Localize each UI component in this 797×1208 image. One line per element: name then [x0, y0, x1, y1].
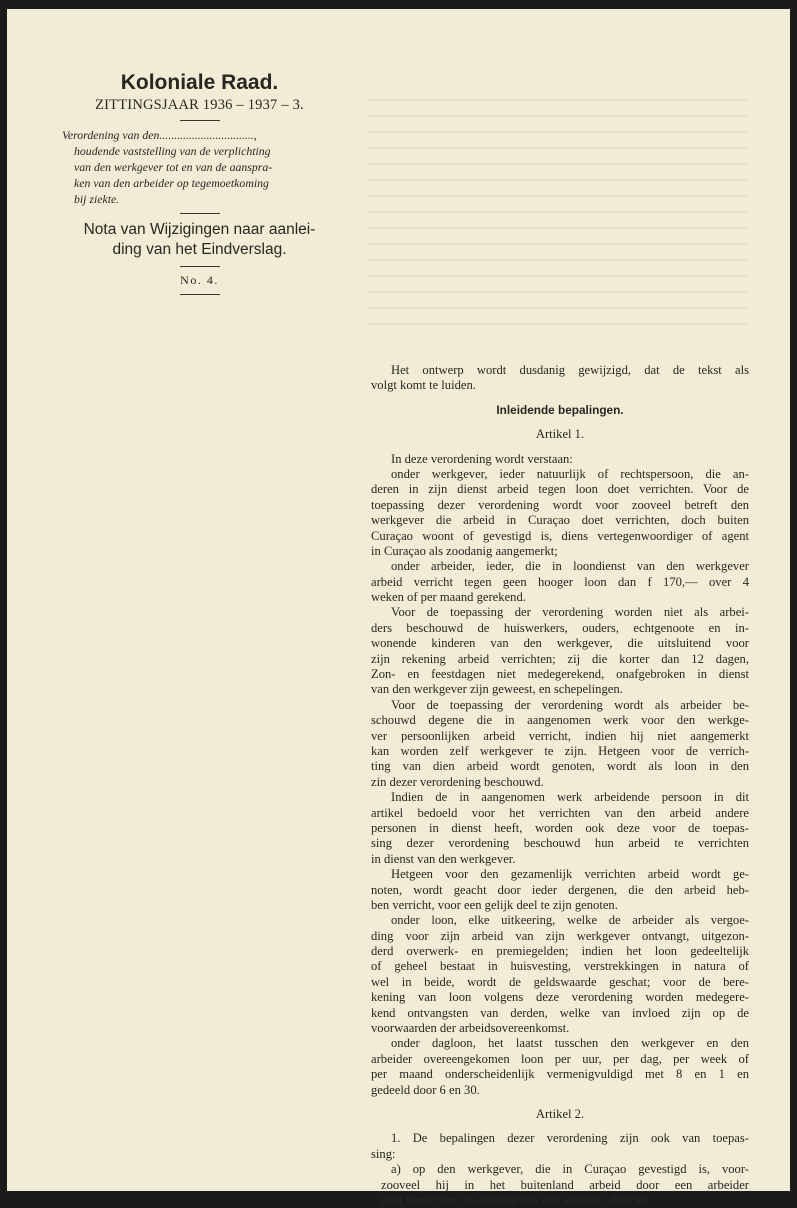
body-text [371, 363, 749, 1208]
text-line: Curaçao woont of gevestigd is, diens vertegenwoordiger of agent [371, 528, 749, 543]
intro-line: volgt komt te luiden. [371, 378, 476, 393]
text-line: of geheel bestaat in huisvesting, verstrekkingen in natura of [371, 959, 749, 974]
text-line: derd overwerk- en premiegelden; indien het loon gedeeltelijk [371, 944, 749, 959]
text-line: ben verricht, voor een gelijk deel te zijn genoten. [371, 897, 618, 912]
text-line: Indien de in aangenomen werk arbeidende persoon in dit [391, 790, 749, 805]
ordinance-description: Verordening van den................................, houdende vaststelling van de verplichting van den werkgever tot en van de aanspra- ken van den arbeider op tegemoetkoming bij ziekte. [62, 128, 273, 206]
text-line: doet verrichten ten aanzien van den arbeider, dien hij [381, 1192, 648, 1207]
text-line: Voor de toepassing der verordening wordt als arbeider be- [391, 697, 749, 712]
text-line: schouwd degene die in aangenomen werk voor den werkge- [371, 713, 749, 728]
text-line: onder loon, elke uitkeering, welke de arbeider als vergoe- [391, 913, 749, 928]
nota-heading: Nota van Wijzigingen naar aanlei- ding van het Eindverslag. [83, 221, 316, 258]
text-line: weken of per maand gerekend. [371, 590, 526, 605]
divider [180, 213, 220, 214]
document-page [7, 9, 790, 1207]
text-line: per maand onderscheidenlijk vermenigvuldigd met 8 en 1 en [371, 1067, 749, 1082]
text-line: arbeider overeengekomen loon per uur, per dag, per week of [371, 1051, 749, 1066]
text-line: zin dezer verordening beschouwd. [371, 774, 544, 789]
text-line: In deze verordening wordt verstaan: [391, 451, 573, 466]
divider [180, 294, 220, 295]
text-line: kend ontvangsten van derden, welke van invloed zijn op de [371, 1005, 749, 1020]
text-line: arbeid verricht tegen geen hooger loon dan f 170,— over 4 [371, 574, 749, 589]
document-number: No. 4. [180, 273, 219, 287]
text-line: in dienst van den werkgever. [371, 851, 516, 866]
text-line: 1. De bepalingen dezer verordening zijn ook van toepas- [391, 1131, 749, 1146]
session-year: ZITTINGSJAAR 1936 – 1937 – 3. [95, 97, 304, 113]
article-1-heading: Artikel 1. [535, 427, 585, 442]
article-1-text [371, 452, 749, 1098]
text-line: zijn rekening arbeid verrichten; zij die korter dan 12 dagen, [371, 651, 749, 666]
text-line: van den werkgever zijn geweest, en schepelingen. [371, 682, 623, 697]
text-line: wel in beide, wordt de geldswaarde geschat; voor de bere- [371, 974, 749, 989]
text-line: toepassing dezer verordening wordt voor zooveel betreft den [371, 497, 749, 512]
text-line: voorwaarden der arbeidsovereenkomst. [371, 1021, 570, 1036]
text-line: onder dagloon, het laatst tusschen den werkgever en den [391, 1036, 749, 1051]
text-line: wonende kinderen van den werkgever, die uitsluitend voor [371, 636, 749, 651]
text-line: werkgever die arbeid in Curaçao doet verrichten, doch buiten [371, 513, 749, 528]
text-line: ver persoonlijken arbeid verricht, indien hij niet aangemerkt [371, 728, 749, 743]
text-line: sing: [371, 1146, 396, 1161]
text-line: sing dezer verordening beschouwd hun arbeid te verrichten [371, 836, 749, 851]
text-line: kan worden zelf werkgever te zijn. Hetgeen voor de verrich- [371, 743, 749, 758]
text-line: Zon- en feestdagen niet medegerekend, onafgebroken in dienst [371, 667, 749, 682]
section-heading: Inleidende bepalingen. [496, 402, 624, 417]
text-line: personen in dienst heeft, worden ook deze voor de toepas- [371, 820, 749, 835]
article-2-text [371, 1131, 749, 1208]
divider [180, 120, 220, 121]
text-line: noten, wordt geacht door ieder dergenen, die den arbeid heb- [371, 882, 749, 897]
text-line: deren in zijn dienst arbeid tegen loon doet verrichten. Voor de [371, 482, 749, 497]
text-line: Voor de toepassing der verordening worden niet als arbei- [391, 605, 749, 620]
text-line: ting van dien arbeid wordt genoten, wordt als loon in den [371, 759, 749, 774]
text-line: in Curaçao als zoodanig aangemerkt; [371, 543, 558, 558]
header-block [62, 71, 337, 301]
text-line: ding voor zijn arbeid van zijn werkgever ontvangt, uitgezon- [371, 928, 749, 943]
text-line: Hetgeen voor den gezamenlijk verrichten arbeid wordt ge- [391, 867, 749, 882]
text-line: zooveel hij in het buitenland arbeid door een arbeider [381, 1177, 749, 1192]
page-title: Koloniale Raad. [120, 71, 279, 94]
article-2-heading: Artikel 2. [535, 1106, 585, 1121]
text-line: ders beschouwd de huiswerkers, ouders, echtgenoote en in- [371, 620, 749, 635]
text-line: onder arbeider, ieder, die in loondienst van den werkgever [391, 559, 749, 574]
text-line: kening van loon volgens deze verordening worden medegere- [371, 990, 749, 1005]
divider [180, 266, 220, 267]
text-line: a) op den werkgever, die in Curaçao gevestigd is, voor- [391, 1162, 749, 1177]
intro-line: Het ontwerp wordt dusdanig gewijzigd, dat de tekst als [391, 363, 749, 377]
text-line: onder werkgever, ieder natuurlijk of rechtspersoon, die an- [391, 466, 749, 481]
text-line: gedeeld door 6 en 30. [371, 1082, 480, 1097]
bleed-through-shadow [367, 99, 747, 339]
text-line: artikel bedoeld voor het verrichten van den arbeid andere [371, 805, 749, 820]
